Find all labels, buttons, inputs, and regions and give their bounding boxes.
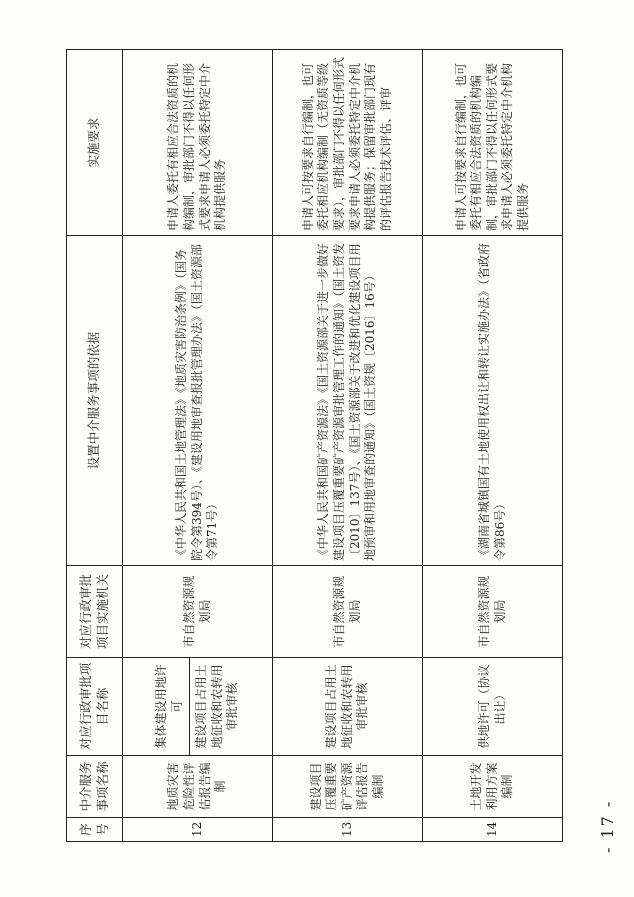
header-item: 中介服务事项名称 [67,756,123,818]
service-items-table [66,49,563,842]
table-row [273,50,423,842]
page-number: - 17 - [598,799,617,853]
row-seq: 12 [123,818,273,842]
row-requirement: 申请人委托有相应合法资质的机构编制，审批部门不得以任何形式要求申请人必须委托特定中介机构提供服务 [123,50,273,236]
row-item: 土地开发利用方案编制 [423,756,563,818]
approval-divider [189,658,190,755]
row-authority: 市自然资源规划局 [123,566,273,658]
row-requirement: 申请人可按要求自行编制，也可委托有相应合法资质的机构编制，审批部门不得以任何形式要求申请人必须委托特定中介机构提供服务 [423,50,563,236]
table-row [423,50,563,842]
approval-line: 集体建设用地许可 [154,664,184,749]
row-approval [123,658,273,756]
row-authority: 市自然资源规划局 [423,566,563,658]
approval-line: 建设项目占用土地征收和农转用审批审核 [194,664,240,749]
header-seq: 序号 [67,818,123,842]
table-row [123,50,273,842]
row-seq: 13 [273,818,423,842]
header-authority: 对应行政审批项目实施机关 [67,566,123,658]
row-item: 地质灾害危险性评估报告编制 [123,756,273,818]
row-approval: 建设项目占用土地征收和农转用审批审核 [273,658,423,756]
row-authority: 市自然资源规划局 [273,566,423,658]
row-basis: 《湖南省城镇国有土地使用权出让和转让实施办法》（省政府令第86号） [423,236,563,566]
row-item: 建设项目压覆重要矿产资源评估报告编制 [273,756,423,818]
row-approval: 供地许可（协议出让） [423,658,563,756]
header-approval: 对应行政审批项目名称 [67,658,123,756]
header-row [67,50,123,842]
row-basis: 《中华人民共和国矿产资源法》《国土资源部关于进一步做好建设项目压覆重要矿产资源审批管理工作的通知》（国土资发〔2010〕137号）、《国土资源部关于改进和优化建设项目用地预审和用地审查的通知》（国土资规〔2016〕16号） [273,236,423,566]
row-basis: 《中华人民共和国土地管理法》《地质灾害防治条例》（国务院令第394号）、《建设用地审查报批管理办法》（国土资源部令第71号） [123,236,273,566]
header-basis: 设置中介服务事项的依据 [67,236,123,566]
row-requirement: 申请人可按要求自行编制，也可委托相应机构编制（无资质等级要求），审批部门不得以任何形式要求申请人必须委托特定中介机构提供服务；保留审批部门现有的评估报告技术评估、评审 [273,50,423,236]
header-requirement: 实施要求 [67,50,123,236]
row-seq: 14 [423,818,563,842]
